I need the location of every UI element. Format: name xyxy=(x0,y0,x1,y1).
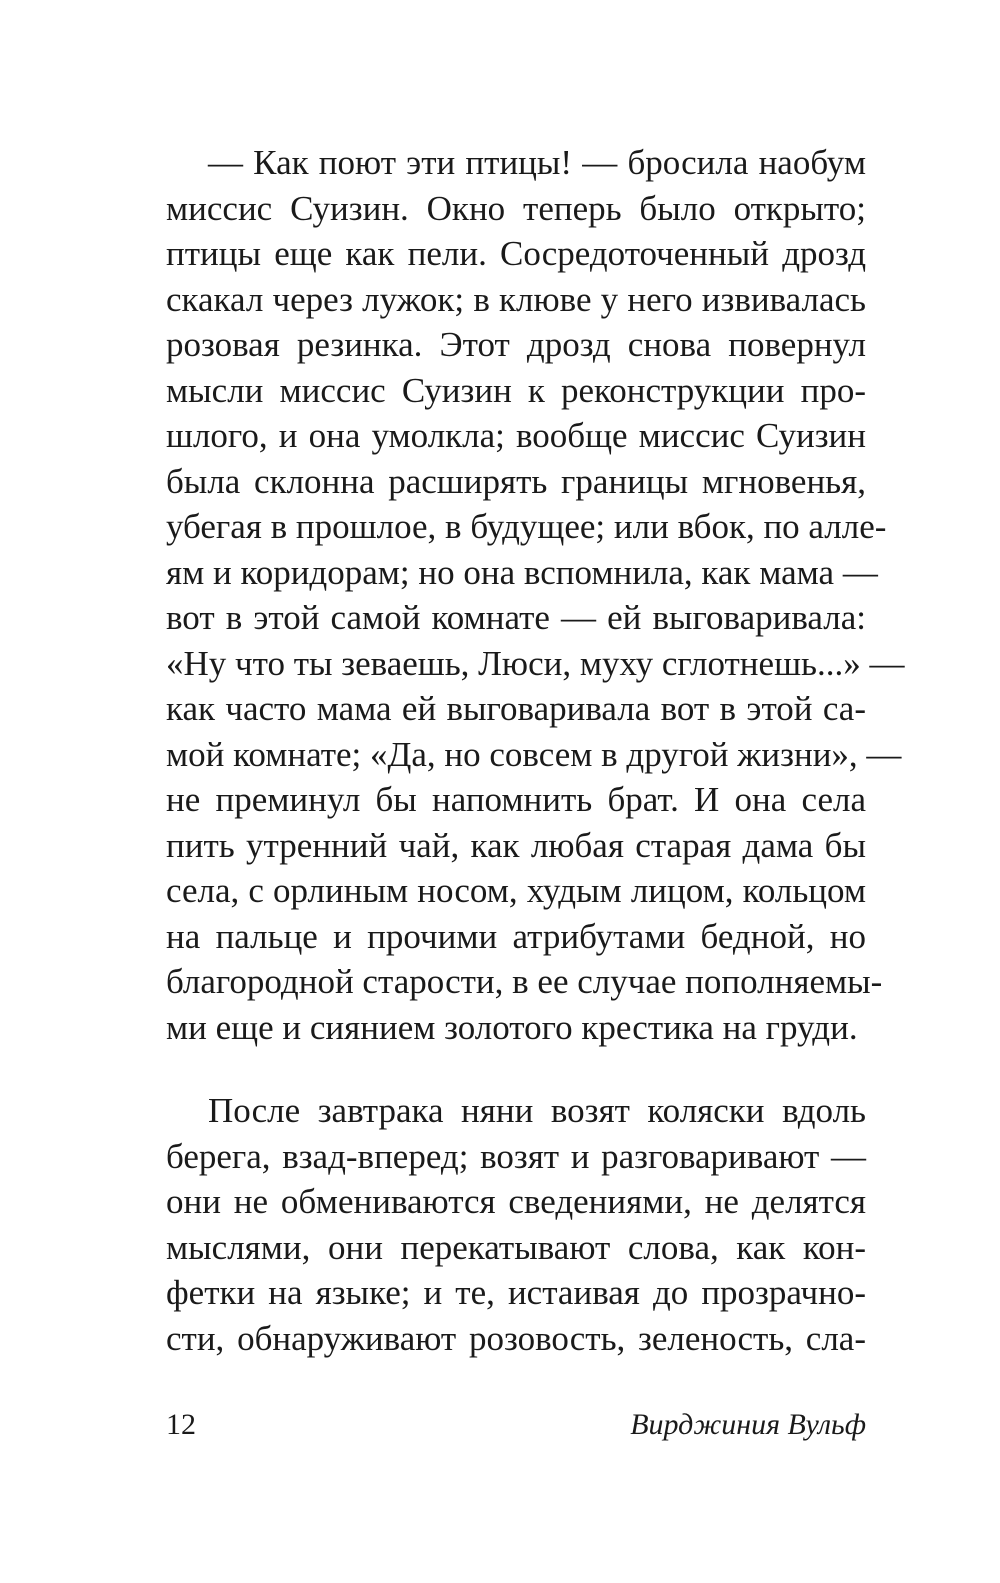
page-number: 12 xyxy=(166,1408,196,1441)
text-line: «Ну что ты зеваешь, Люси, муху сглотнешь...» — xyxy=(166,643,905,683)
text-line: птицы еще как пели. Сосредоточенный дрозд xyxy=(166,234,866,273)
text-line: убегая в прошлое, в будущее; или вбок, по алле- xyxy=(166,507,887,546)
text-line: — Как поют эти птицы! — бросила наобум xyxy=(208,143,866,182)
text-line: как часто мама ей выговаривала вот в этой са- xyxy=(166,689,866,728)
text-line: розовая резинка. Этот дрозд снова повернул xyxy=(166,325,866,364)
text-line: фетки на языке; и те, истаивая до прозрачно- xyxy=(166,1273,866,1312)
text-line: была склонна расширять границы мгновенья, xyxy=(166,461,866,501)
text-line: ям и коридорам; но она вспомнила, как мама — xyxy=(166,552,878,592)
text-line: они не обмениваются сведениями, не делятся xyxy=(166,1182,866,1221)
text-line: вот в этой самой комнате — ей выговаривала: xyxy=(166,598,866,637)
text-line: не преминул бы напомнить брат. И она села xyxy=(166,780,866,819)
text-line: берега, взад-вперед; возят и разговаривают — xyxy=(166,1136,866,1176)
page-footer xyxy=(166,1405,866,1445)
running-author: Вирджиния Вульф xyxy=(630,1408,866,1441)
text-line: села, с орлиным носом, худым лицом, кольцом xyxy=(166,871,866,910)
text-line: сти, обнаруживают розовость, зеленость, сла- xyxy=(166,1318,866,1358)
text-line: ми еще и сиянием золотого крестика на груди. xyxy=(166,1007,858,1047)
text-line: мой комнате; «Да, но совсем в другой жизни», — xyxy=(166,734,902,774)
text-line: мыслями, они перекатывают слова, как кон- xyxy=(166,1227,866,1267)
text-line: После завтрака няни возят коляски вдоль xyxy=(208,1091,866,1130)
text-line: пить утренний чай, как любая старая дама бы xyxy=(166,825,866,865)
text-line: скакал через лужок; в клюве у него извивалась xyxy=(166,279,866,319)
paragraph-1 xyxy=(166,140,905,1050)
paragraph-2 xyxy=(166,1088,866,1361)
text-line: миссис Суизин. Окно теперь было открыто; xyxy=(166,188,866,228)
text-line: на пальце и прочими атрибутами бедной, но xyxy=(166,916,866,956)
text-line: благородной старости, в ее случае пополняемы- xyxy=(166,962,883,1001)
text-line: мысли миссис Суизин к реконструкции про- xyxy=(166,370,866,410)
text-line: шлого, и она умолкла; вообще миссис Суизин xyxy=(166,416,866,455)
